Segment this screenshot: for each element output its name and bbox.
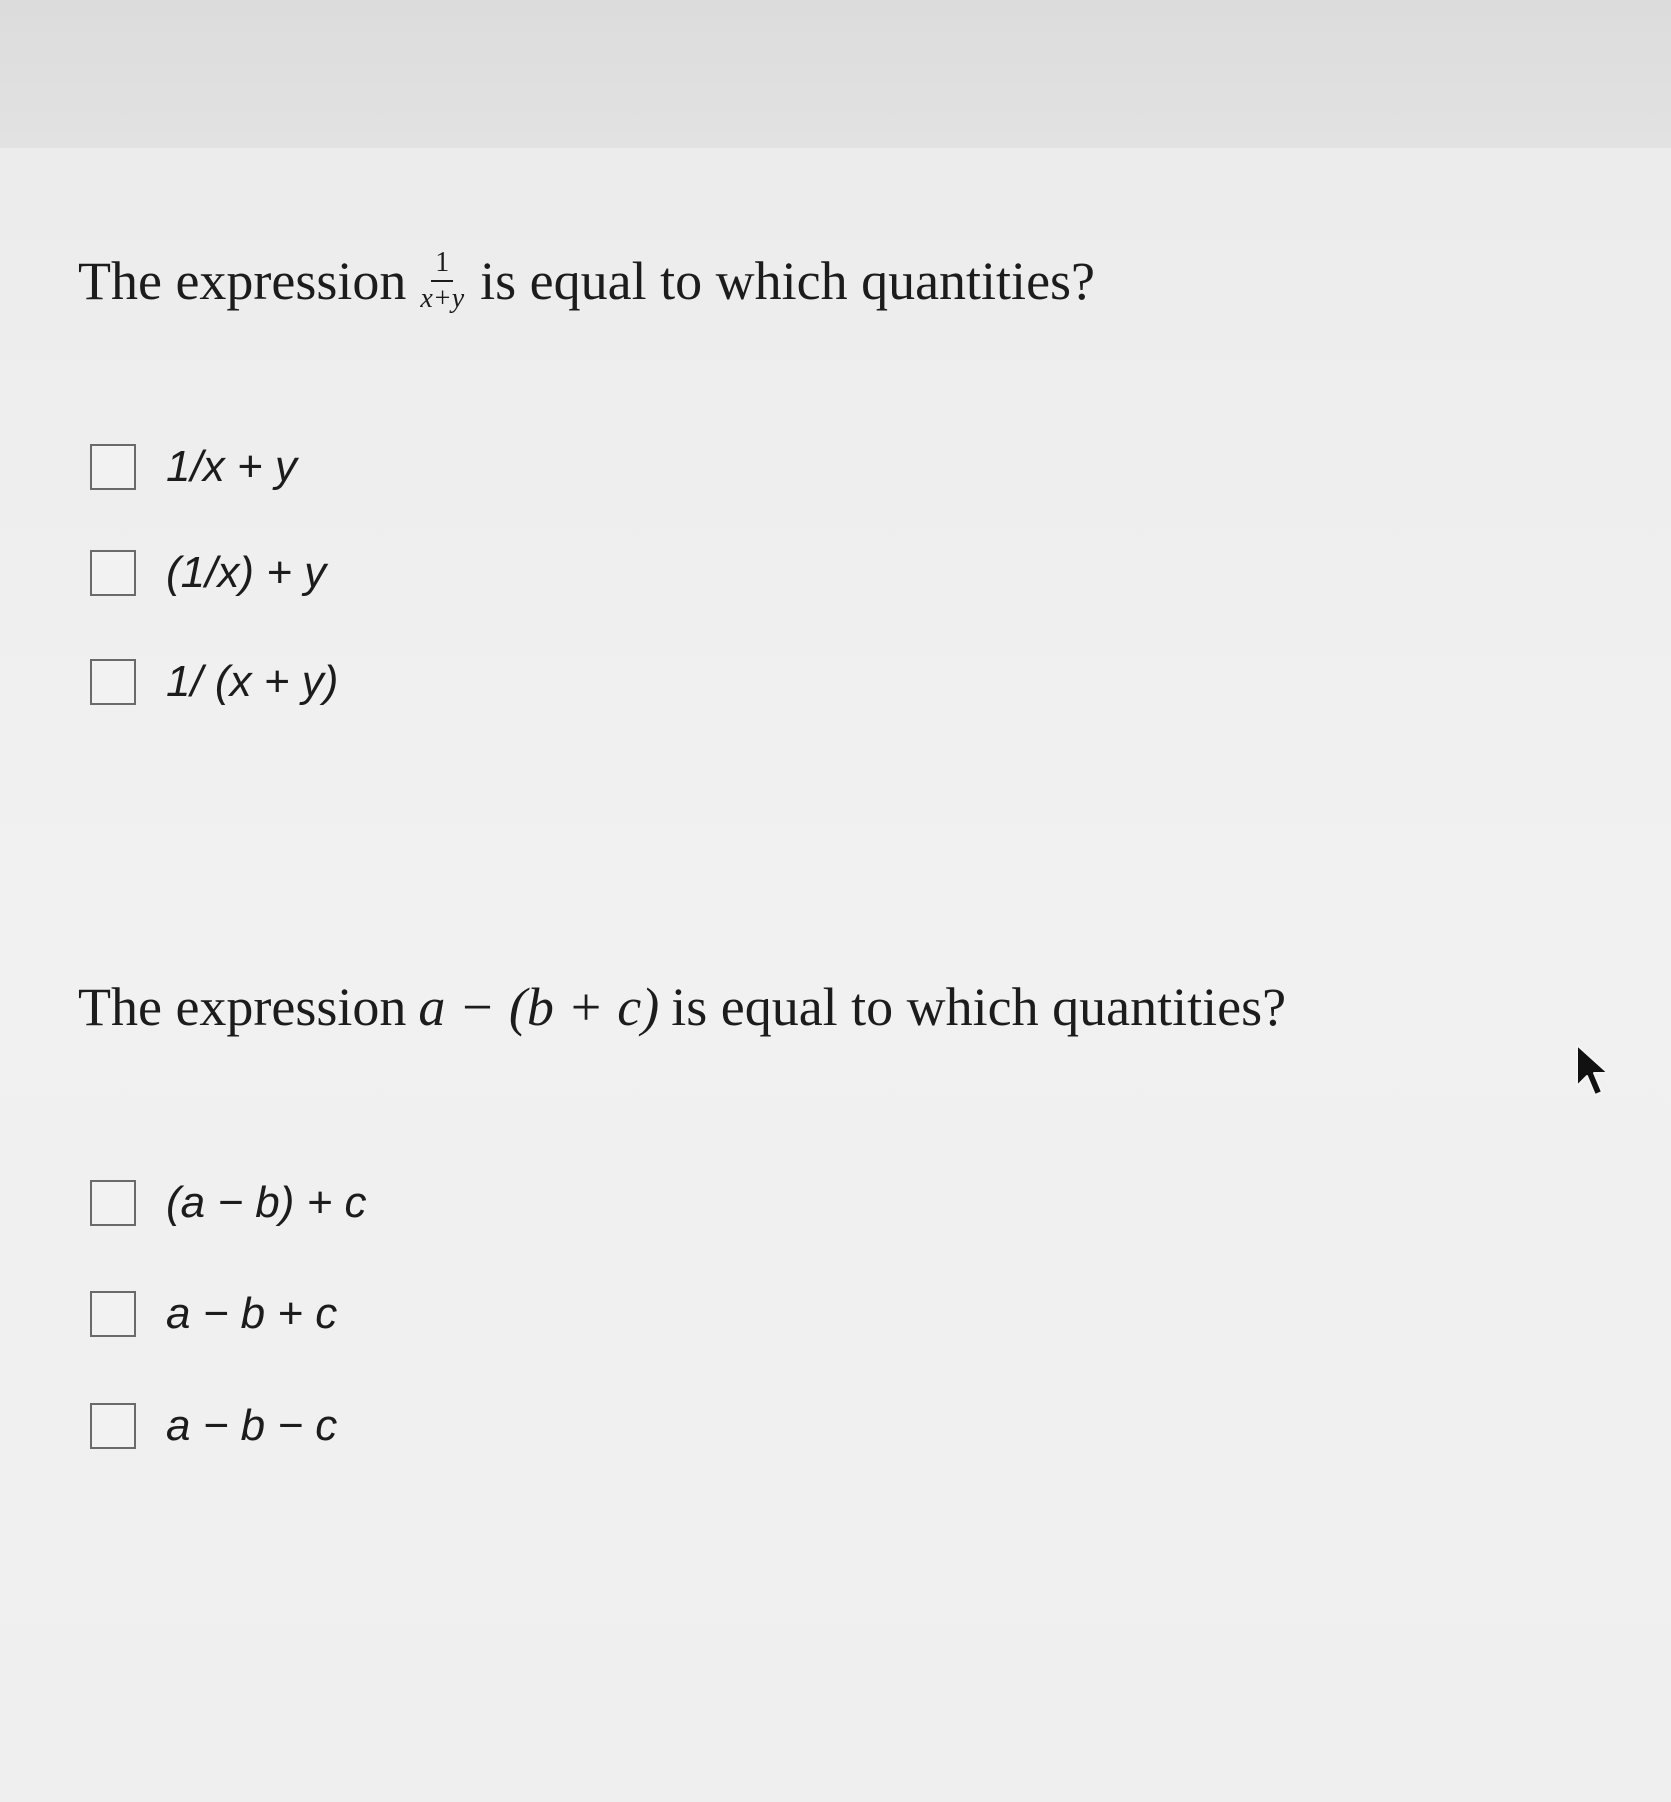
option-label: a − b + c: [166, 1289, 338, 1338]
option-label: 1/ (x + y): [166, 657, 339, 706]
question-1-option-1[interactable]: [90, 442, 297, 492]
question-2-prompt: [78, 977, 1287, 1037]
content-page: [0, 148, 1671, 1802]
question-1-option-2[interactable]: [90, 548, 326, 598]
question-2-option-2[interactable]: [90, 1289, 337, 1339]
arrow-cursor-icon: [1574, 1042, 1616, 1100]
question-2-expression: a − (b + c): [418, 977, 660, 1037]
checkbox-unchecked-icon[interactable]: [90, 1180, 136, 1226]
question-2-prefix: The expression: [78, 977, 407, 1037]
checkbox-unchecked-icon[interactable]: [90, 659, 136, 705]
fraction-numerator: 1: [431, 248, 453, 282]
checkbox-unchecked-icon[interactable]: [90, 444, 136, 490]
checkbox-unchecked-icon[interactable]: [90, 550, 136, 596]
fraction-denominator: x+y: [420, 283, 465, 315]
option-label: a − b − c: [166, 1401, 338, 1450]
option-label: (1/x) + y: [166, 548, 327, 597]
question-1-option-3[interactable]: [90, 657, 338, 707]
question-2-option-1[interactable]: [90, 1178, 367, 1228]
question-1-fraction: [420, 248, 464, 314]
question-2-suffix: is equal to which quantities?: [671, 977, 1287, 1037]
question-2-option-3[interactable]: [90, 1401, 337, 1451]
checkbox-unchecked-icon[interactable]: [90, 1291, 136, 1337]
checkbox-unchecked-icon[interactable]: [90, 1403, 136, 1449]
question-1-prefix: The expression: [78, 250, 407, 311]
question-1-suffix: is equal to which quantities?: [480, 250, 1096, 311]
question-1-prompt: [78, 248, 1095, 314]
option-label: (a − b) + c: [166, 1178, 367, 1227]
top-band: [0, 0, 1671, 148]
option-label: 1/x + y: [166, 442, 297, 491]
